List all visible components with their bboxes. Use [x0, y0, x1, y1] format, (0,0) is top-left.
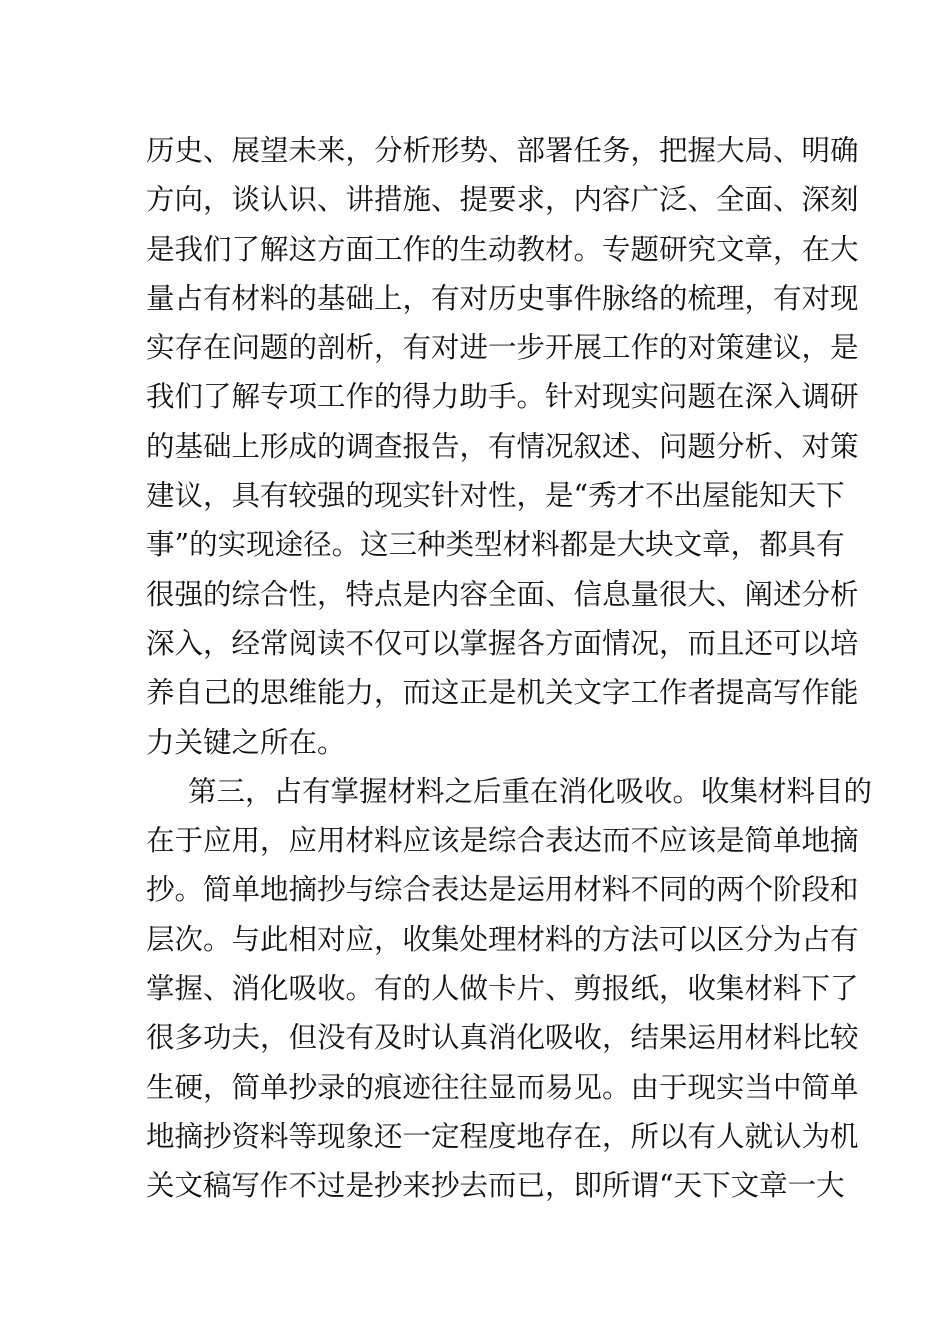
text-line: 是我们了解这方面工作的生动教材。专题研究文章，在大 — [146, 232, 859, 266]
text-line: 抄。简单地摘抄与综合表达是运用材料不同的两个阶段和 — [146, 873, 859, 907]
text-line: 我们了解专项工作的得力助手。针对现实问题在深入调研 — [146, 380, 859, 414]
text-line: 第三，占有掌握材料之后重在消化吸收。收集材料目的 — [188, 774, 873, 808]
text-line: 量占有材料的基础上，有对历史事件脉络的梳理，有对现 — [146, 281, 859, 315]
text-line: 生硬，简单抄录的痕迹往往显而易见。由于现实当中简单 — [146, 1070, 859, 1104]
text-line: 实存在问题的剖析，有对进一步开展工作的对策建议，是 — [146, 331, 859, 365]
text-line: 关文稿写作不过是抄来抄去而已，即所谓“天下文章一大 — [146, 1169, 845, 1203]
text-line: 力关键之所在。 — [146, 725, 346, 759]
text-line: 很多功夫，但没有及时认真消化吸收，结果运用材料比较 — [146, 1021, 859, 1055]
paragraph-1 — [146, 126, 859, 767]
text-line: 在于应用，应用材料应该是综合表达而不应该是简单地摘 — [146, 824, 859, 858]
text-line: 历史、展望未来，分析形势、部署任务，把握大局、明确 — [146, 134, 859, 167]
text-line: 方向，谈认识、讲措施、提要求，内容广泛、全面、深刻 — [146, 183, 859, 217]
text-line: 地摘抄资料等现象还一定程度地存在，所以有人就认为机 — [146, 1119, 859, 1153]
text-line: 建议，具有较强的现实针对性，是“秀才不出屋能知天下 — [146, 479, 845, 513]
text-line: 事”的实现途径。这三种类型材料都是大块文章，都具有 — [146, 528, 845, 562]
text-line: 层次。与此相对应，收集处理材料的方法可以区分为占有 — [146, 922, 859, 956]
paragraph-2 — [146, 767, 873, 1211]
text-line: 的基础上形成的调查报告，有情况叙述、问题分析、对策 — [146, 429, 859, 463]
body-text — [146, 126, 873, 1211]
text-line: 掌握、消化吸收。有的人做卡片、剪报纸，收集材料下了 — [146, 972, 859, 1006]
text-line: 深入，经常阅读不仅可以掌握各方面情况，而且还可以培 — [146, 626, 859, 660]
text-line: 很强的综合性，特点是内容全面、信息量很大、阐述分析 — [146, 577, 859, 611]
text-line: 养自己的思维能力，而这正是机关文字工作者提高写作能 — [146, 676, 859, 710]
